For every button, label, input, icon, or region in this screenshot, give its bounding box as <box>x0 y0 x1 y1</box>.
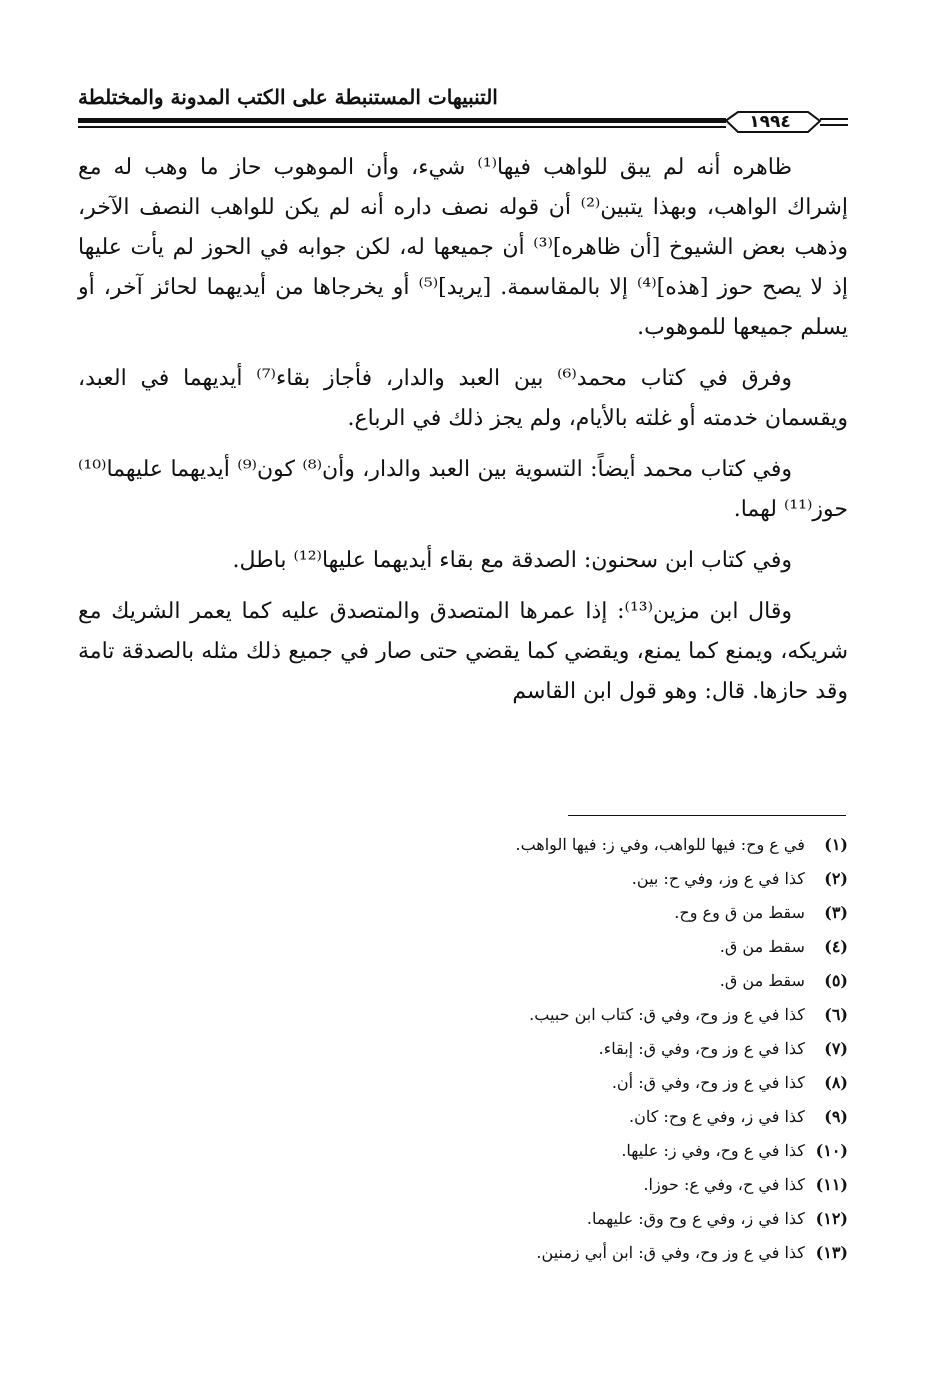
footnote <box>78 930 848 964</box>
footnote-number: (٧) <box>824 1039 848 1058</box>
paragraph: وفي كتاب محمد أيضاً: التسوية بين العبد والدار، وأن⁽⁸⁾ كون⁽⁹⁾ أيديهما عليهما⁽¹⁰⁾ حوز⁽¹¹⁾ لهما. <box>78 457 848 522</box>
footnote-number: (١١) <box>815 1175 848 1194</box>
footnote <box>78 1100 848 1134</box>
running-title: التنبيهات المستنبطة على الكتب المدونة والمختلطة <box>78 85 498 109</box>
footnote-text: كذا في ز، وفي ع وح: كان. <box>629 1107 805 1126</box>
footnote-number: (١٣) <box>815 1243 848 1262</box>
footnote-number: (٩) <box>824 1107 848 1126</box>
page-header <box>78 82 848 112</box>
footnote-text: سقط من ق وع وح. <box>674 903 805 922</box>
footnote-number: (١٢) <box>815 1209 848 1228</box>
footnote-separator <box>568 815 846 816</box>
footnote-number: (٨) <box>824 1073 848 1092</box>
paragraph: وقال ابن مزين⁽¹³⁾: إذا عمرها المتصدق والمتصدق عليه كما يعمر الشريك مع شريكه، ويمنع كما يمنع، ويقضي كما يقضي حتى صار في جميع ذلك مثله بالصدقة تامة وقد حازها. قال: وهو قول ابن القاسم <box>78 599 848 704</box>
footnote-text: كذا في ع وح، وفي ز: عليها. <box>621 1141 805 1160</box>
footnote <box>78 896 848 930</box>
footnote-text: كذا في ع وز وح، وفي ق: أن. <box>611 1073 805 1092</box>
footnote-number: (٥) <box>824 971 848 990</box>
footnote <box>78 964 848 998</box>
footnote <box>78 1032 848 1066</box>
paragraph: وفرق في كتاب محمد⁽⁶⁾ بين العبد والدار، فأجاز بقاء⁽⁷⁾ أيديهما في العبد، ويقسمان خدمته أو غلته بالأيام، ولم يجز ذلك في الرباع. <box>78 366 848 431</box>
footnote <box>78 998 848 1032</box>
footnote <box>78 862 848 896</box>
footnote <box>78 1066 848 1100</box>
footnotes-list <box>78 828 848 1270</box>
footnote <box>78 1236 848 1270</box>
footnote <box>78 828 848 862</box>
footnote-text: في ع وح: فيها للواهب، وفي ز: فيها الواهب. <box>515 835 805 854</box>
footnote <box>78 1134 848 1168</box>
footnote-text: كذا في ع وز وح، وفي ق: كتاب ابن حبيب. <box>529 1005 805 1024</box>
footnote-number: (٤) <box>824 937 848 956</box>
main-text <box>78 148 848 723</box>
paragraph: ظاهره أنه لم يبق للواهب فيها⁽¹⁾ شيء، وأن الموهوب حاز ما وهب له مع إشراك الواهب، وبهذا يتبين⁽²⁾ أن قوله نصف داره أنه لم يكن للواهب النصف الآخر، وذهب بعض الشيوخ [أن ظاهره]⁽³⁾ أن جميعها له، لكن جوابه في الحوز لم يأت عليها إذ لا يصح حوز [هذه]⁽⁴⁾ إلا بالمقاسمة. [يريد]⁽⁵⁾ أو يخرجاها من أيديهما لحائز آخر، أو يسلم جميعها للموهوب. <box>78 155 849 340</box>
footnote-text: كذا في ز، وفي ع وح وق: عليهما. <box>586 1209 805 1228</box>
footnote-text: كذا في ح، وفي ع: حوزا. <box>643 1175 805 1194</box>
footnote-number: (٦) <box>824 1005 848 1024</box>
footnote-number: (٢) <box>824 869 848 888</box>
footnote-number: (١٠) <box>815 1141 848 1160</box>
footnote-text: كذا في ع وز، وفي ح: بين. <box>631 869 805 888</box>
footnote-text: كذا في ع وز وح، وفي ق: إبقاء. <box>598 1039 805 1058</box>
footnote <box>78 1202 848 1236</box>
footnote-text: سقط من ق. <box>719 937 805 956</box>
footnote-text: كذا في ع وز وح، وفي ق: ابن أبي زمنين. <box>536 1243 805 1262</box>
footnote <box>78 1168 848 1202</box>
footnote-number: (١) <box>824 835 848 854</box>
footnote-text: سقط من ق. <box>719 971 805 990</box>
paragraph: وفي كتاب ابن سحنون: الصدقة مع بقاء أيديهما عليها⁽¹²⁾ باطل. <box>232 548 792 573</box>
footnote-number: (٣) <box>824 903 848 922</box>
page-number: ١٩٩٤ <box>749 112 791 132</box>
